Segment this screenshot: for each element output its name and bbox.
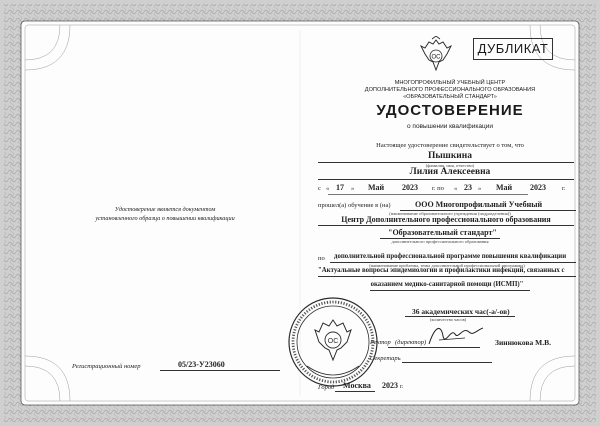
rector-name: Зиннюкова М.В. [495, 338, 551, 347]
intro-text: Настоящее удостоверение свидетельствует о том, что [376, 142, 524, 149]
quote-open-2: « [454, 185, 458, 192]
day-to: 23 [464, 183, 472, 192]
quote-close: » [351, 185, 355, 192]
org-caption: (наименование образовательного учреждения (подразделения)) [389, 211, 511, 216]
left-note-line1: Удостоверение является документом [114, 206, 216, 213]
org-header-line3: «ОБРАЗОВАТЕЛЬНЫЙ СТАНДАРТ» [403, 94, 497, 100]
period-to-label: г. по [432, 185, 444, 192]
org-header-line2: ДОПОЛНИТЕЛЬНОГО ПРОФЕССИОНАЛЬНОГО ОБРАЗОВАНИЯ [364, 87, 536, 93]
secretary-label: Секретарь [370, 355, 401, 362]
quote-open: « [326, 185, 330, 192]
month-from: Май [368, 183, 385, 192]
program-line1: дополнительной профессиональной программе повышения квалификации [334, 253, 567, 260]
period-end-label: г. [562, 185, 566, 192]
left-note [60, 205, 270, 223]
study-prefix: прошел(а) обучение в (на) [318, 202, 391, 209]
org-header [350, 80, 550, 101]
rector-caption: (директор) [395, 339, 427, 346]
day-from: 17 [336, 183, 344, 192]
city-line [335, 391, 375, 392]
secretary-signature-line [402, 362, 492, 363]
period-line [328, 194, 528, 195]
document-title: УДОСТОВЕРЕНИЕ [376, 102, 524, 119]
name-caption: (фамилия, имя, отчество) [425, 163, 475, 168]
duplicate-stamp: ДУБЛИКАТ [473, 38, 553, 60]
year-to: 2023 [530, 183, 546, 192]
org-line2: Центр Дополнительного профессионального образования [341, 215, 551, 224]
registration-label: Регистрационный номер [72, 363, 141, 370]
hours-caption: (количество часов) [430, 317, 467, 322]
org-header-line1: МНОГОПРОФИЛЬНЫЙ УЧЕБНЫЙ ЦЕНТР [394, 80, 506, 86]
city-label: Город [318, 384, 335, 391]
given-names-line [318, 179, 574, 180]
seal-text: ОС [327, 338, 339, 345]
program-caption: (наименование проблемы, темы дополнительной профессиональной программы) [369, 263, 525, 268]
program-line3-rule [370, 290, 530, 291]
city: Москва [343, 381, 371, 390]
left-note-line2: установленного образца о повышении квалификации [95, 215, 235, 222]
double-headed-eagle-emblem [419, 36, 453, 76]
org-line3: "Образовательный стандарт" [388, 228, 497, 237]
city-g: г. [400, 383, 404, 390]
quote-close-2: » [478, 185, 482, 192]
handwritten-signature [425, 316, 487, 352]
org-caption2: дополнительного профессионального образования [391, 239, 489, 244]
org-line1: ООО Многопрофильный Учебный [415, 200, 543, 209]
period-prefix: с [318, 185, 321, 192]
hours: 36 академических час(-а/-ов) [412, 307, 510, 316]
org-line2-rule [318, 225, 574, 226]
registration-number: 05/23-У23060 [178, 360, 225, 369]
svg-text:ОС: ОС [431, 54, 441, 61]
registration-line [160, 370, 280, 371]
program-line2: "Актуальные вопросы эпидемиологии и профилактики инфекций, связанных с [318, 267, 565, 274]
round-seal-stamp [287, 296, 379, 388]
month-to: Май [496, 183, 513, 192]
city-year: 2023 [382, 381, 398, 390]
surname: Пышкина [428, 151, 472, 161]
program-line3: оказанием медико-санитарной помощи (ИСМП)" [370, 281, 524, 288]
document-subtitle: о повышении квалификации [407, 123, 493, 130]
year-from: 2023 [402, 183, 418, 192]
program-line2-rule [318, 276, 576, 277]
rector-label: Ректор [370, 339, 391, 346]
program-prefix: по [318, 255, 325, 262]
given-names: Лилия Алексеевна [409, 167, 491, 177]
